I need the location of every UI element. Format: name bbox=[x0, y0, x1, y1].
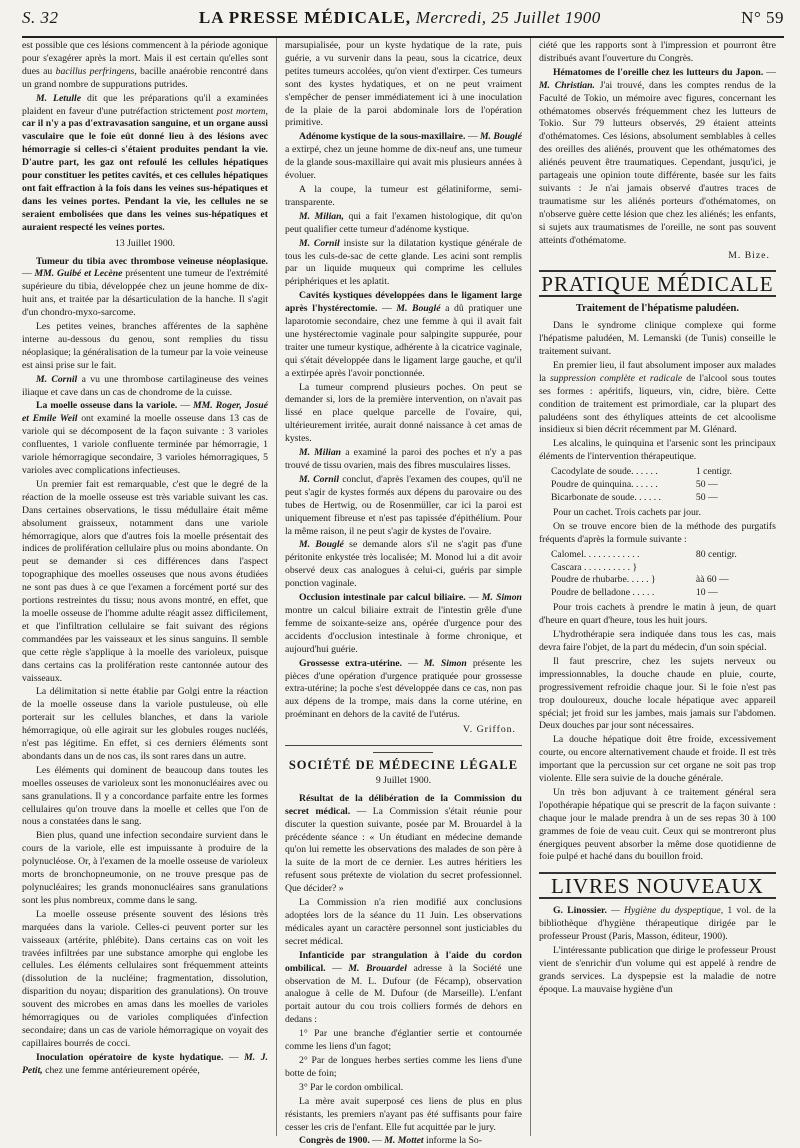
session-date: 9 Juillet 1900. bbox=[375, 774, 432, 786]
article: Inoculation opératoire de kyste hydatique. — M. J. Petit, chez une femme antérieurement opérée, bbox=[22, 1051, 268, 1076]
masthead bbox=[199, 8, 601, 28]
formula-row: Poudre de belladone . . . . . 10 — bbox=[550, 587, 718, 599]
paragraph: La mère avait superposé ces liens de plus en plus résistants, les premiers n'ayant pas été suffisants pour faire cesser les cris de l'enfant. Elle fut acquittée par le jury. bbox=[284, 1095, 522, 1133]
paragraph: M. Milian a examiné la paroi des poches et n'y a pas trouvé de tissu ovarien, mais des fibres musculaires lisses. bbox=[284, 447, 522, 471]
list-item: 3° Par le cordon ombilical. bbox=[298, 1081, 404, 1093]
paragraph: On se trouve encore bien de la méthode des purgatifs fréquents d'après la formule suivante : bbox=[538, 520, 776, 545]
article: Adénome kystique de la sous-maxillaire. — M. Bouglé a extirpé, chez un jeune homme de dix-neuf ans, une tumeur de la glande sous-maxillaire qui avait mis plusieurs années à évoluer. bbox=[284, 131, 522, 182]
paragraph: marsupialisée, pour un kyste hydatique de la rate, puis guérie, a vu survenir dans la peau, sous la cicatrice, deux petites tumeurs accolées, qu'on vient d'extirper. Ces tumeurs sont des kystes hydatiques, et on ne peut vraiment s'empêcher de penser immédiatement ici à une inoculation de la plaie de la paroi abdominale lors de l'opération primitive. bbox=[284, 40, 522, 129]
paragraph: ciété que les rapports sont à l'impression et pourront être distribués avant l'ouverture du Congrès. bbox=[538, 40, 776, 64]
book-review: G. Linossier. — Hygiène du dyspeptique, 1 vol. de la bibliothèque d'hygiène thérapeutique dirigée par le professeur Proust (Paris, Masson, éditeur, 1900). bbox=[538, 905, 776, 943]
formula-row: Bicarbonate de soude. . . . . . 50 — bbox=[550, 492, 718, 503]
article: Cavités kystiques développées dans le ligament large après l'hystérectomie. — M. Bouglé a dû pratiquer une laparotomie secondaire, chez une femme à qui il avait fait une hystérectomie vaginale pour salpingite suppurée, pour traiter une tumeur kystique, adhérente à la cicatrice vaginale, qui s'était développée dans le ligament large gauche, et qu'il a extirpée après l'avoir ponctionnée. bbox=[284, 290, 522, 379]
column-3 bbox=[530, 38, 784, 1136]
formula-row: Cacodylate de soude. . . . . . 1 centigr. bbox=[550, 466, 732, 478]
paragraph: La tumeur comprend plusieurs poches. On peut se demander si, lors de la première intervention, on n'avait pas lissé en place quelque parcelle de l'ovaire, qui, ultérieurement irritée, aurait donné naissance à cet amas de kystes. bbox=[284, 381, 522, 445]
formula-note: Pour trois cachets à prendre le matin à jeun, de quart d'heure en quart d'heure, tous les huit jours. bbox=[538, 602, 776, 627]
list-item: 1° Par une branche d'églantier sertie et contournée comme les liens d'un fagot; bbox=[284, 1028, 522, 1053]
article: Congrès de 1900. — M. Mottet informe la So- bbox=[298, 1135, 482, 1147]
paragraph: L'hydrothérapie sera indiquée dans tous les cas, mais devra faire l'objet, de la part du médecin, d'un soin spécial. bbox=[538, 629, 776, 653]
signature: M. Bize. bbox=[728, 249, 770, 261]
paragraph: Il faut prescrire, chez les sujets nerveux ou impressionnables, la douche chaude en pluie, courte, progressivement refroidie chaque jour. Si le foie n'est pas trop douloureux, douche locale hépatique avec appareil spécial; jet froid sur les jambes, mais jamais sur l'abdomen. Deux douches par jour sont nécessaires. bbox=[538, 655, 776, 732]
paragraph: M. Cornil insiste sur la dilatation kystique générale de tous les culs-de-sac de cette glande. Les acini sont remplis par un liquide muqueux qui comprime les cellules périphériques et les aplatit. bbox=[284, 237, 522, 288]
formula-row: Calomel. . . . . . . . . . . . 80 centigr. bbox=[550, 548, 737, 560]
article-title: Traitement de l'hépatisme paludéen. bbox=[575, 303, 739, 315]
article: Grossesse extra-utérine. — M. Simon présente les pièces d'une opération d'urgence pratiquée pour grossesse extra-utérine; la poche s'est développée dans ce cas, non pas aux dépens de la trompe, mais dans la corne utérine, en proéminant en dehors de la cavité de l'utérus. bbox=[284, 657, 522, 721]
article: Hématomes de l'oreille chez les lutteurs du Japon. — M. Christian. J'ai trouvé, dans les comptes rendus de la Faculté de Tokio, un mémoire avec figures, concernant les othématomes observés fréquemment chez les lutteurs de Tokio. Sur 79 lutteurs observés, 29 étaient atteints d'othématomes. Ces lésions, absolument semblables à celles des oreilles des aliénés, prouvent que les othématomes des aliénés peuvent être traumatiques. Cependant, jusqu'ici, je partageais une opinion toute différente, basée sur les faits suivants : Je n'ai jamais observé d'autres traces de traumatisme sur les aliénés porteurs d'othématomes, on n'observe guère cette lésion que chez les aliénés; les enfants, si sujets aux traumatismes de l'oreille, ne sont pas souvent atteints d'othématome. bbox=[538, 66, 776, 246]
session-date: 13 Juillet 1900. bbox=[114, 237, 175, 249]
paragraph: A la coupe, la tumeur est gélatiniforme, semi-transparente. bbox=[284, 183, 522, 208]
section-title: PRATIQUE MÉDICALE bbox=[539, 270, 776, 297]
section-title: LIVRES NOUVEAUX bbox=[539, 872, 776, 899]
paragraph: La douche hépatique doit être froide, excessivement courte, ou encore alternativement chaude et froide. Il est très important que la percussion sur cet organe ne soit pas trop violente. Elle sera suivie de la douche générale. bbox=[538, 734, 776, 785]
paragraph: M. Milian, qui a fait l'examen histologique, dit qu'on peut qualifier cette tumeur d'adénome kystique. bbox=[284, 210, 522, 235]
column-1 bbox=[22, 38, 276, 1136]
paragraph: M. Cornil conclut, d'après l'examen des coupes, qu'il ne peut s'agir de kystes formés aux dépens du parovaire ou des tubes de Hertwig, ou de Rosenmüller, car ici la paroi est uniquement fibreuse et n'est pas tapissée d'épithélium. Pour la même raison, il ne peut s'agir de kystes de l'ovaire. bbox=[284, 473, 522, 537]
paragraph: La délimitation si nette établie par Golgi entre la réaction de la moelle osseuse dans la variole pustuleuse, où elle porterait sur les cellules blanches, et dans la variole hémorragique, où elle agirait sur les globules rouges nucléés, n'est pas légitime. En effet, si ces derniers éléments sont abondants dans un de nos cas, ils sont rares dans un autre. bbox=[22, 686, 268, 762]
list-item: 2° Par de longues herbes serties comme les liens d'une botte de foin; bbox=[284, 1054, 522, 1079]
paragraph: M. Letulle dit que les préparations qu'il a examinées plaident en faveur d'une putréfaction strictement post mortem, car il n'y a pas d'extravasation sanguine, et un organe aussi vasculaire que le foie eût donné lieu à des lésions avec hémorragie si celles-ci s'étaient produites pendant la vie. D'autre part, les gaz ont refoulé les cellules hépatiques pour constituer les petites cavités, et ces cellules hépatiques ont fait effraction à la fois dans les veines sus-hépatiques et dans les veines portes. Pendant la vie, les cellules ne se seraient embolisées que dans les veines sus-hépatiques et auraient respecté les veines portes. bbox=[22, 92, 268, 233]
section-title: SOCIÉTÉ DE MÉDECINE LÉGALE bbox=[285, 745, 522, 772]
article: La moelle osseuse dans la variole. — MM. Roger, Josué et Emile Weil ont examiné la moelle osseuse dans 13 cas de variole qui se décomposent de la façon suivante : 3 varioles confluentes, 1 variole confluente terminée par hémorragie, 1 variole hémorragique secondaire, 3 varioles hémorragiques, 5 varioles avec complications infectieuses. bbox=[22, 400, 268, 476]
issue-number: N° 59 bbox=[741, 8, 784, 27]
page-header bbox=[22, 4, 784, 38]
formula-note: Pour un cachet. Trois cachets par jour. bbox=[552, 506, 701, 518]
issue-date: Mercredi, 25 Juillet 1900 bbox=[415, 8, 601, 27]
paragraph: M. Cornil a vu une thrombose cartilagineuse des veines iliaque et cave dans un cas de chondrome de la cuisse. bbox=[22, 373, 268, 398]
paragraph: Bien plus, quand une infection secondaire survient dans le cours de la variole, elle est impuissante à produire de la polynucléose. Or, à l'examen de la moelle osseuse de varioleux morts de bronchopneumonie, on ne trouve presque pas de polynucléaires; les grands mononucléaires sans granulations sont les plus nombreux, comme dans le sang. bbox=[22, 830, 268, 906]
paragraph: La Commission n'a rien modifié aux conclusions adoptées lors de la séance du 11 Juin. Les observations médicales ayant un caractère personnel sont justiciables du secret médical. bbox=[284, 897, 522, 947]
signature: V. Griffon. bbox=[463, 724, 516, 736]
formula-row: Cascara . . . . . . . . . . } bbox=[550, 561, 638, 573]
paragraph: est possible que ces lésions commencent à la période agonique pour s'exagérer après la mort. Mais il est certain qu'elles sont dues au bacillus perfringens, bacille anaérobie rencontré dans un grand nombre de suppurations putrides. bbox=[22, 40, 268, 90]
formula-2 bbox=[551, 549, 776, 601]
formula-row: Poudre de quinquina. . . . . . 50 — bbox=[550, 479, 718, 491]
columns bbox=[22, 38, 784, 1147]
article: Infanticide par strangulation à l'aide du cordon ombilical. — M. Brouardel adresse à la Société une observation de M. L. Dufour (de Fécamp), observation analogue à celle de M. Dufour (de Marseille). L'enfant portait autour du cou trois colliers formés de dehors en dedans : bbox=[284, 949, 522, 1026]
paragraph: Les alcalins, le quinquina et l'arsenic sont les principaux éléments de l'intervention thérapeutique. bbox=[538, 438, 776, 463]
paragraph: Les petites veines, branches afférentes de la saphène interne au-dessous du genou, sont remplies du tissu néoplasique; la généralisation de la tumeur par la voie veineuse est ainsi prise sur le fait. bbox=[22, 321, 268, 371]
formula-1 bbox=[551, 466, 776, 505]
article: Tumeur du tibia avec thrombose veineuse néoplasique. — MM. Guibé et Lecène présentent une tumeur de l'extrémité supérieure du tibia, développée chez un jeune homme de dix-huit ans, et traitée par la désarticulation de la hanche. Il s'agit d'un chondro-myxo-sarcome. bbox=[22, 255, 268, 319]
paragraph: M. Bouglé se demande alors s'il ne s'agit pas d'une péritonite enkystée très localisée; M. Monod lui a dit avoir observé deux cas analogues à celui-ci, guéris par simple ponction vaginale. bbox=[284, 539, 522, 590]
paragraph: Dans le syndrome clinique complexe qui forme l'hépatisme paludéen, M. Lemanski (de Tunis) conseille le traitement suivant. bbox=[538, 320, 776, 358]
paragraph: Un très bon adjuvant à ce traitement général sera l'opothérapie hépatique qui se prescrit de la façon suivante : chaque jour le malade prendra à un de ses repas 30 à 100 grammes de foie de veau cuit. Ceux qui se montreront plus énergiques peuvent absorber la même dose quotidienne de foie pulpé et haché dans du bouillon froid. bbox=[538, 786, 776, 863]
page-folio: S. 32 bbox=[22, 8, 59, 27]
article: Occlusion intestinale par calcul biliaire. — M. Simon montre un calcul biliaire extrait de l'intestin grêle d'une femme de soixante-seize ans, opérée d'urgence pour des accidents d'occlusion intestinale à forme chronique, et aujourd'hui guérie. bbox=[284, 592, 522, 655]
column-2 bbox=[276, 38, 530, 1147]
journal-title: LA PRESSE MÉDICALE, bbox=[198, 8, 412, 27]
paragraph: Un premier fait est remarquable, c'est que le degré de la réaction de la moelle osseuse est très variable suivant les cas. Dans certaines observations, le tissu médullaire était même absolument graisseux, notamment dans une variole hémorragique, alors que d'autres fois la moelle présentait des indices de prolifération cellulaire plus ou moins abondante. On peut se demander si ces différences dans l'aspect topographique des moelles osseuses que nous avons étudiées ne sont pas dues à ce que l'examen a forcément porté sur des portions restreintes du tissu; nous avons montré, en effet, que la moelle osseuse de l'homme adulte réagit assez difficilement, et que l'infiltration cellulaire se fait suivant des régions commandées par les vaisseaux et les sinus sanguins. Il semble que cette règle s'applique à la moelle des varioleux, puisque dans certains cas la prolifération reste cantonnée autour des vaisseaux. bbox=[22, 478, 268, 684]
article: Résultat de la délibération de la Commission du secret médical. — La Commission s'était réunie pour discuter la question suivante, posée par M. Brouardel à la précédente séance : « Un étudiant en médecine demande qu'on lui remette les observations des malades de son père à la suite de la mort de ce dernier. Les autres héritiers les refusent sous prétexte de violation du secret professionnel. Que décider? » bbox=[284, 792, 522, 895]
formula-row: Poudre de rhubarbe. . . . . } àà 60 — bbox=[550, 574, 729, 586]
paragraph: La moelle osseuse présente souvent des lésions très marquées dans la variole. Celles-ci peuvent porter sur les vaisseaux (artérite, phlébite). Dans certains cas on voit les travées infiltrées par une substance amorphe qui englobe les cellules. Les éléments cellulaires sont fréquemment atteints (dissolution de la nucléine; fragmentation, dissolution, disparition du noyau; disparition des granulations). On trouve souvent des microbes en amas dans les moelles de varioles hémorragiques ou de varioles compliquées d'infection secondaire; dans un cas de variole hémorragique on voyait des capillaires bourrés de cocci. bbox=[22, 908, 268, 1049]
paragraph: En premier lieu, il faut absolument imposer aux malades la suppression complète et radicale de l'alcool sous toutes ses formes : apéritifs, liqueurs, vin, cidre, bière. Cette condition de traitement est primordiale, car la plupart des paludéens sont des éthyliques atteints de cet alcoolisme insidieux si bien décrit récemment par M. Glénard. bbox=[538, 359, 776, 436]
paragraph: Les éléments qui dominent de beaucoup dans toutes les moelles osseuses de varioleux sont les mononucléaires avec ou sans granulations. Il y a concordance parfaite entre les formes cellulaires qu'on trouve dans la moelle et celles que l'on de nous a constatées dans le sang. bbox=[22, 764, 268, 828]
paragraph: L'intéressante publication que dirige le professeur Proust vient de s'enrichir d'un volume qui est appelé à rendre de grands services. La dyspepsie est la maladie de notre époque. La mauvaise hygiène d'un bbox=[538, 945, 776, 995]
